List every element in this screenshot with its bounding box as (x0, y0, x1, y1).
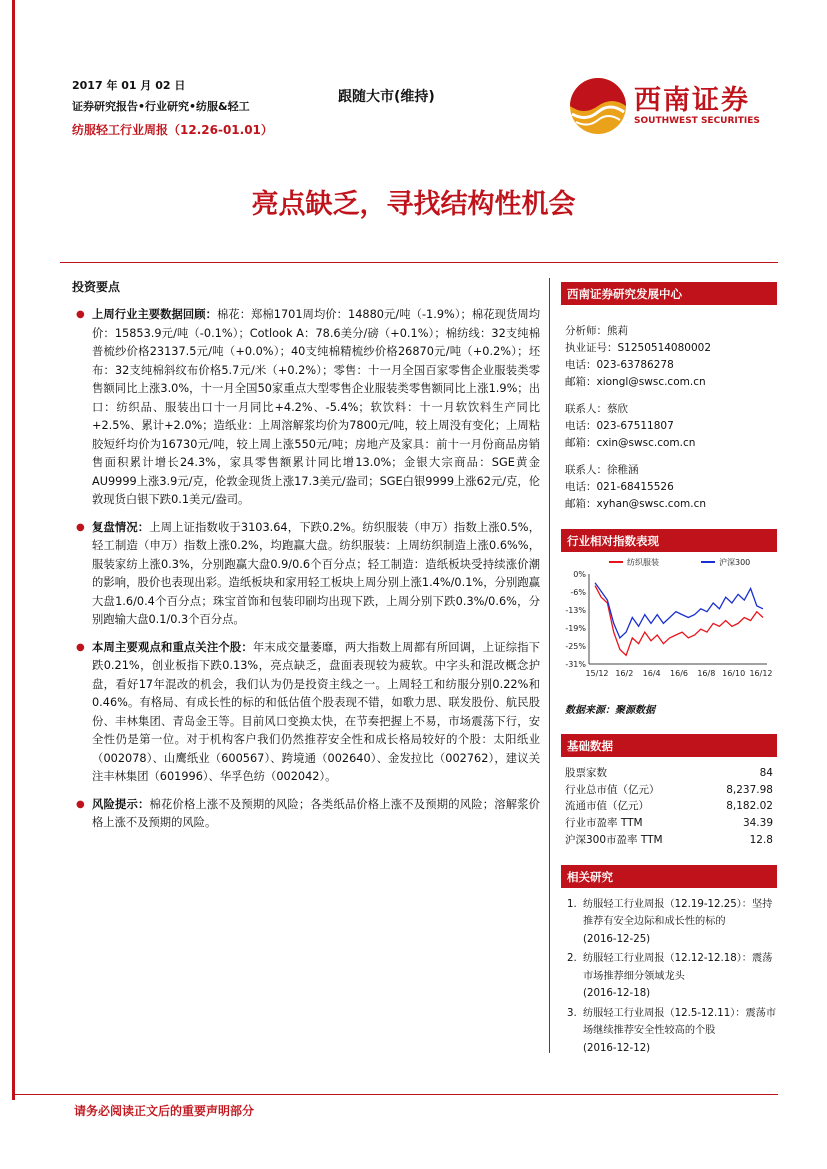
report-date: 2017 年 01 月 02 日 (72, 79, 186, 92)
contact-email[interactable]: 邮箱：cxin@swsc.com.cn (565, 437, 696, 449)
analyst-phone: 电话：023-63786278 (565, 359, 674, 371)
bullet-text: 棉花：郑棉1701周均价：14880元/吨（-1.9%）；棉花现货周均价：15853.9元/吨（-0.1%）；Cotlook A：78.6美分/磅（+0.1%）；棉纺线：32支纯棉普梳纱价格23137.5元/吨（+0.0%）；40支纯棉精梳纱价格26870元/吨（+0.2%）；坯布：32支纯棉斜纹布价格5.7元/米（+0.2%）；零售：十一月全国百家零售企业服装类零售额同比上涨3.0%，十一月全国50家重点大型零售企业服装类零售额同比上涨1.9%；出口：纺织品、服装出口十一月同比+4.2%、-5.4%；软饮料：十一月软饮料生产同比+2.5%、累计+2.0%；造纸业：上周溶解浆均价为7800元/吨，较上周没有变化；上周粘胶短纤均价为16730元/吨，较上周上涨550元/吨；房地产及家具：前十一月份商品房销售面积累计增长24.3%，家具零售额累计同比增13.0%；金银大宗商品：SGE黄金AU9999上涨3.9元/克，伦敦金现货上涨17.3美元/盎司；SGE白银9999上涨62元/克，伦敦现货白银下跌0.1美元/盎司。 (92, 308, 540, 506)
company-logo (568, 76, 768, 136)
footer-divider (12, 1094, 778, 1095)
x-tick-label: 16/4 (642, 669, 661, 678)
bullet-lead: 上周行业主要数据回顾： (92, 308, 217, 321)
report-series: 纺服轻工行业周报（12.26-01.01） (72, 123, 273, 137)
bullet-text: 上周上证指数收于3103.64，下跌0.2%。纺织服装（申万）指数上涨0.5%，轻工制造（申万）指数上涨0.2%，均跑赢大盘。纺织服装：上周纺织制造上涨0.6%%，服装家纺上涨0.3%，分别跑赢大盘0.9/0.6个百分点；轻工制造：造纸板块受持续涨价潮的影响，股价也表现出彩。造纸板块和家用轻工板块上周分别上涨1.4%/0.1%，分别跑赢大盘1.6/0.4个百分点；珠宝首饰和包装印刷均出现下跌，上周分别下跌0.3%/0.6%，分别跑输大盘0.1/0.3个百分点。 (92, 520, 540, 626)
x-tick-label: 16/2 (615, 669, 634, 678)
fundamentals-table (561, 757, 777, 849)
chart-source: 数据来源：聚源数据 (565, 705, 655, 716)
legend-label: 纺织服装 (627, 558, 659, 567)
fundamentals-row (565, 798, 773, 815)
bullet-key-views (72, 639, 540, 787)
contact-name: 联系人：徐稚涵 (565, 464, 639, 476)
y-tick-label: 0% (573, 570, 586, 579)
bullet-dot-icon: ● (76, 641, 85, 653)
item-title: 纺服轻工行业周报（12.19-12.25）：坚持推荐有安全边际和成长性的标的 (583, 898, 773, 928)
row-value: 34.39 (742, 817, 773, 830)
fundamentals-row (565, 815, 773, 832)
related-item[interactable] (561, 950, 777, 1003)
item-date: (2016-12-12) (583, 1042, 651, 1054)
item-title: 纺服轻工行业周报（12.12-12.18）：震荡市场推荐细分领域龙头 (583, 953, 773, 982)
relative-performance-chart (561, 552, 777, 692)
x-tick-label: 16/8 (697, 669, 716, 678)
bullet-market-review (72, 519, 540, 630)
related-research-heading: 相关研究 (561, 865, 777, 888)
item-number: 1. (567, 898, 577, 910)
investment-highlights (72, 278, 540, 842)
item-date: (2016-12-18) (583, 988, 651, 1000)
bullet-risk (72, 796, 540, 833)
x-tick-label: 16/6 (670, 669, 688, 678)
row-label: 沪深300市盈率 TTM (565, 833, 663, 846)
related-research-list (561, 888, 777, 1058)
bullet-dot-icon: ● (76, 798, 85, 810)
y-tick-label: -25% (565, 642, 586, 651)
series-line (595, 586, 763, 656)
index-perf-heading: 行业相对指数表现 (561, 529, 777, 552)
fundamentals-heading: 基础数据 (561, 734, 777, 757)
contacts (561, 305, 777, 513)
logo-emblem-icon (568, 76, 628, 136)
contact-phone: 电话：023-67511807 (565, 420, 674, 432)
y-tick-label: -13% (565, 606, 586, 615)
item-number: 2. (567, 953, 577, 965)
row-label: 行业总市值（亿元） (565, 783, 660, 796)
series-line (595, 583, 763, 638)
report-category: 证券研究报告•行业研究•纺服&轻工 (72, 100, 250, 113)
sidebar (561, 282, 777, 1059)
rating: 跟随大市(维持) (338, 89, 435, 105)
analyst-name: 分析师：熊莉 (565, 325, 628, 337)
row-value: 8,237.98 (726, 783, 773, 796)
row-value: 84 (759, 767, 773, 779)
analyst-email[interactable]: 邮箱：xiongl@swsc.com.cn (565, 376, 706, 388)
row-label: 股票家数 (565, 767, 607, 779)
highlights-heading: 投资要点 (72, 280, 121, 294)
y-tick-label: -19% (565, 624, 586, 633)
logo-text-cn: 西南证券 (634, 85, 750, 116)
bullet-text: 年末成交量萎靡，两大指数上周都有所回调，上证综指下跌0.21%，创业板指下跌0.13%，亮点缺乏，盘面表现较为疲软。中字头和混改概念护盘，看好17年混改的机会，我们认为仍是投资主线之一。上周轻工和纺服分别0.22%和0.46%。有格局、有成长性的标的和低估值个股表现不错，如歌力思、联发股份、航民股份、丰林集团、青岛金王等。目前风口变换太快，在节奏把握上不易，市场震荡下行，安全性仍是第一位。对于机构客户我们仍然推荐安全性和成长格局较好的个股：太阳纸业（002078）、山鹰纸业（600567）、跨境通（002640）、金发拉比（002762），建议关注丰林集团（601996）、华孚色纺（002042）。 (92, 640, 540, 783)
y-tick-label: -6% (570, 588, 586, 597)
bullet-lead: 风险提示： (92, 797, 150, 811)
x-tick-label: 16/10 (722, 669, 746, 678)
title-divider (60, 262, 778, 263)
item-number: 3. (567, 1007, 577, 1019)
related-item[interactable] (561, 1005, 777, 1058)
legend-label: 沪深300 (719, 558, 751, 567)
contact-name: 联系人：蔡欣 (565, 403, 628, 415)
left-accent-bar (12, 0, 15, 1100)
fundamentals-row (565, 782, 773, 799)
bullet-lead: 复盘情况： (92, 520, 150, 534)
contact-phone: 电话：021-68415526 (565, 481, 674, 493)
column-divider (549, 278, 550, 1053)
research-center-heading: 西南证券研究发展中心 (561, 282, 777, 305)
footer-disclaimer: 请务必阅读正文后的重要声明部分 (74, 1104, 255, 1118)
report-title: 亮点缺乏，寻找结构性机会 (251, 189, 576, 220)
contact-email[interactable]: 邮箱：xyhan@swsc.com.cn (565, 498, 707, 510)
bullet-dot-icon: ● (76, 521, 85, 533)
item-date: (2016-12-25) (583, 933, 651, 945)
row-label: 行业市盈率 TTM (565, 817, 643, 830)
bullet-dot-icon: ● (76, 309, 85, 320)
row-value: 8,182.02 (726, 800, 773, 813)
related-item[interactable] (561, 896, 777, 949)
x-tick-label: 16/12 (749, 669, 773, 678)
fundamentals-row (565, 832, 773, 849)
logo-text-en: SOUTHWEST SECURITIES (634, 116, 760, 126)
bullet-data-review (72, 306, 540, 510)
x-tick-label: 15/12 (585, 669, 609, 678)
fundamentals-row (565, 765, 773, 782)
analyst-cert: 执业证号：S1250514080002 (565, 342, 712, 354)
row-value: 12.8 (749, 833, 773, 846)
y-tick-label: -31% (565, 660, 586, 669)
bullet-lead: 本周主要观点和重点关注个股： (92, 640, 253, 654)
item-title: 纺服轻工行业周报（12.5-12.11）：震荡市场继续推荐安全性较高的个股 (583, 1007, 777, 1037)
row-label: 流通市值（亿元） (565, 800, 649, 813)
bullet-text: 棉花价格上涨不及预期的风险；各类纸品价格上涨不及预期的风险；溶解浆价格上涨不及预期的风险。 (92, 797, 540, 829)
